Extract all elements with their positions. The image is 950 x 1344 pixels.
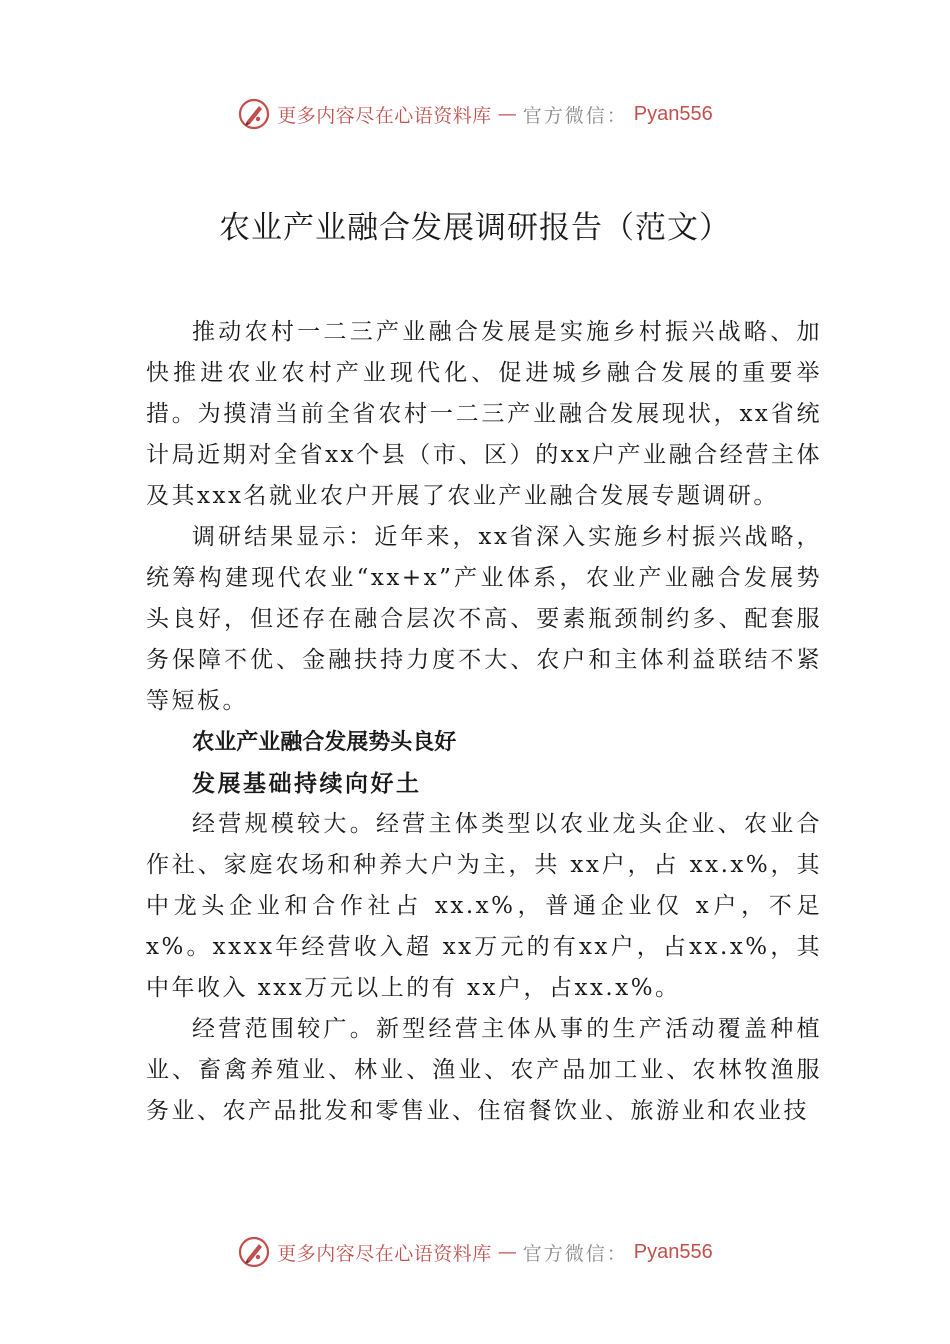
watermark-separator: — <box>497 103 517 125</box>
paragraph-findings: 调研结果显示：近年来，xx省深入实施乡村振兴战略，统筹构建现代农业“xx+x”产业体系，农业产业融合发展势头良好，但还存在融合层次不高、要素瓶颈制约多、配套服务保障不优、金融扶持力度不大、农户和主体利益联结不紧等短板。 <box>146 524 822 714</box>
subsection-heading: 发展基础持续向好土 <box>192 770 422 797</box>
pen-logo-icon <box>237 1235 271 1269</box>
watermark-footer <box>0 1232 950 1272</box>
paragraph-intro: 推动农村一二三产业融合发展是实施乡村振兴战略、加快推进农业农村产业现代化、促进城乡融合发展的重要举措。为摸清当前全省农村一二三产业融合发展现状，xx省统计局近期对全省xx个县（市、区）的xx户产业融合经营主体及其xxx名就业农户开展了农业产业融合发展专题调研。 <box>146 319 822 509</box>
paragraph-scope: 经营范围较广。新型经营主体从事的生产活动覆盖种植业、畜禽养殖业、林业、渔业、农产品加工业、农林牧渔服务业、农产品批发和零售业、住宿餐饮业、旅游业和农业技 <box>146 1016 822 1124</box>
watermark-id: Pyan556 <box>633 1240 713 1263</box>
watermark-id: Pyan556 <box>633 102 713 125</box>
document-title: 农业产业融合发展调研报告（范文） <box>219 210 731 246</box>
document-body <box>146 312 822 1132</box>
watermark-separator: — <box>497 1241 517 1263</box>
section-heading: 农业产业融合发展势头良好 <box>192 730 457 755</box>
paragraph-scale: 经营规模较大。经营主体类型以农业龙头企业、农业合作社、家庭农场和种养大户为主，共 xx户，占 xx.x%，其中龙头企业和合作社占 xx.x%，普通企业仅 x户，不足 x%。xxxx年经营收入超 xx万元的有xx户，占xx.x%，其中年收入 xxx万元以上的有 xx户，占xx.x%。 <box>146 811 822 1001</box>
watermark-text: 更多内容尽在心语资料库 <box>277 104 492 127</box>
watermark-text: 更多内容尽在心语资料库 <box>277 1242 492 1265</box>
watermark-header <box>0 94 950 134</box>
watermark-label: 官方微信： <box>522 1242 628 1265</box>
watermark-label: 官方微信： <box>522 104 628 127</box>
pen-logo-icon <box>237 97 271 131</box>
